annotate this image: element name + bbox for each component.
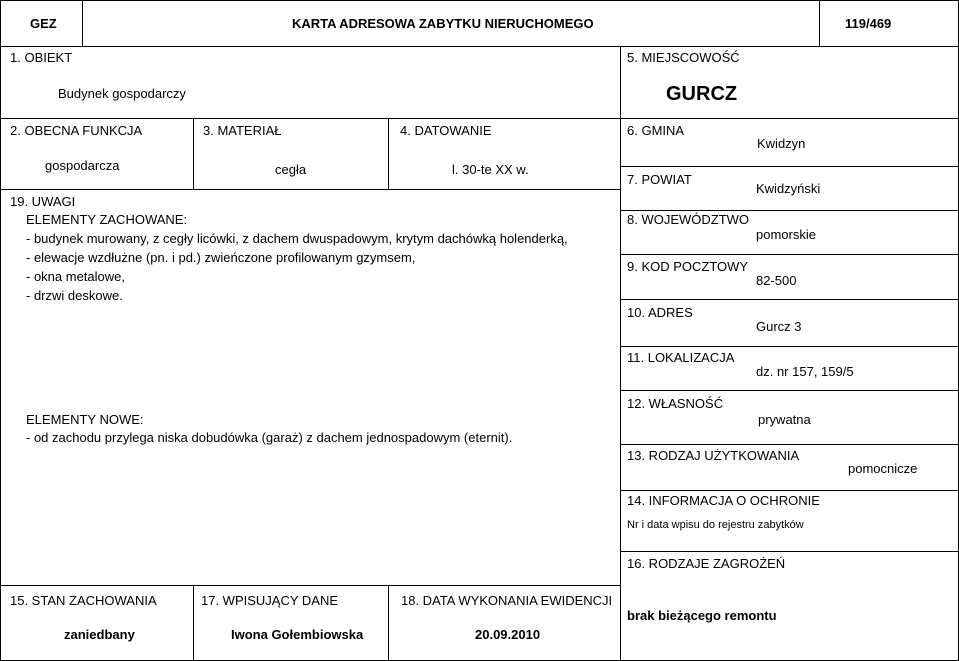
powiat-label: 7. POWIAT — [627, 172, 692, 187]
datowanie-value: l. 30-te XX w. — [452, 162, 529, 177]
gmina-value: Kwidzyn — [757, 136, 806, 151]
datowanie-label: 4. DATOWANIE — [400, 123, 492, 138]
uwagi-zachowane-item: - drzwi deskowe. — [26, 288, 123, 303]
powiat-value: Kwidzyński — [756, 181, 821, 196]
stan-value: zaniedbany — [64, 627, 135, 642]
material-label: 3. MATERIAŁ — [203, 123, 282, 138]
stan-label: 15. STAN ZACHOWANIA — [10, 593, 157, 608]
ochrona-value: Nr i data wpisu do rejestru zabytków — [627, 519, 804, 531]
uzytkowanie-value: pomocnicze — [848, 461, 918, 476]
uwagi-nowe-item: - od zachodu przylega niska dobudówka (garaż) z dachem jednospadowym (eternit). — [26, 430, 513, 445]
data-wykonania-label: 18. DATA WYKONANIA EWIDENCJI — [401, 593, 613, 608]
data-wykonania-value: 20.09.2010 — [475, 627, 541, 642]
uwagi-cell — [0, 189, 621, 586]
uwagi-label: 19. UWAGI — [10, 194, 76, 209]
wpisujacy-label: 17. WPISUJĄCY DANE — [201, 593, 339, 608]
obiekt-label: 1. OBIEKT — [10, 50, 73, 65]
uwagi-zachowane-item: - elewacje wzdłużne (pn. i pd.) zwieńczone profilowanym gzymsem, — [26, 250, 416, 265]
adres-value: Gurcz 3 — [756, 319, 802, 334]
material-value: cegła — [275, 162, 307, 177]
header-number: 119/469 — [845, 16, 892, 31]
funkcja-value: gospodarcza — [45, 158, 120, 173]
adres-label: 10. ADRES — [627, 305, 693, 320]
miejscowosc-value: GURCZ — [666, 83, 738, 105]
wpisujacy-value: Iwona Gołembiowska — [231, 627, 364, 642]
miejscowosc-label: 5. MIEJSCOWOŚĆ — [627, 50, 740, 65]
wlasnosc-label: 12. WŁASNOŚĆ — [627, 396, 724, 411]
wlasnosc-value: prywatna — [758, 412, 811, 427]
uwagi-zachowane-item: - budynek murowany, z cegły licówki, z dachem dwuspadowym, krytym dachówką holenderką, — [26, 231, 568, 246]
wojewodztwo-value: pomorskie — [756, 227, 816, 242]
lokalizacja-label: 11. LOKALIZACJA — [627, 350, 735, 365]
ochrona-label: 14. INFORMACJA O OCHRONIE — [627, 493, 820, 508]
zagrozenia-value: brak bieżącego remontu — [627, 608, 777, 623]
header-gez: GEZ — [30, 16, 57, 31]
lokalizacja-value: dz. nr 157, 159/5 — [756, 364, 854, 379]
gmina-label: 6. GMINA — [627, 123, 685, 138]
uwagi-zachowane-item: - okna metalowe, — [26, 269, 125, 284]
wojewodztwo-label: 8. WOJEWÓDZTWO — [627, 212, 750, 227]
uzytkowanie-label: 13. RODZAJ UŻYTKOWANIA — [627, 448, 800, 463]
obiekt-value: Budynek gospodarczy — [58, 86, 186, 101]
kod-value: 82-500 — [756, 273, 797, 288]
zagrozenia-label: 16. RODZAJE ZAGROŻEŃ — [627, 556, 786, 571]
header-title: KARTA ADRESOWA ZABYTKU NIERUCHOMEGO — [292, 16, 594, 31]
obiekt-cell — [0, 46, 621, 119]
uwagi-nowe-label: ELEMENTY NOWE: — [26, 412, 144, 427]
funkcja-label: 2. OBECNA FUNKCJA — [10, 123, 143, 138]
uwagi-zachowane-label: ELEMENTY ZACHOWANE: — [26, 212, 188, 227]
kod-label: 9. KOD POCZTOWY — [627, 259, 749, 274]
